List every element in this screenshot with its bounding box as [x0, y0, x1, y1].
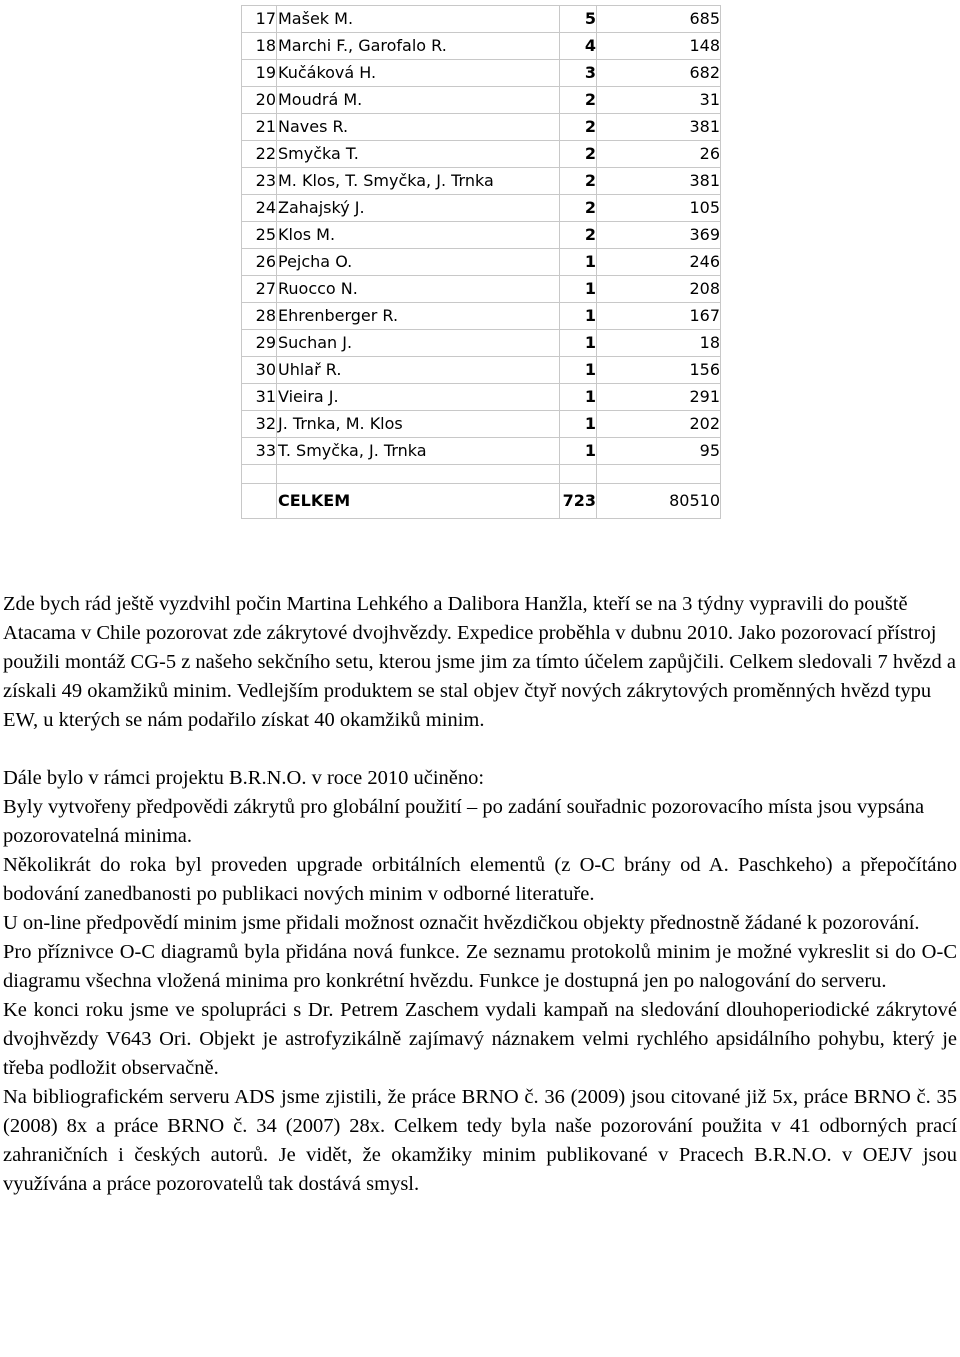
row-rank: 26 [242, 249, 277, 276]
empty-cell [242, 484, 277, 519]
paragraph-campaign: Ke konci roku jsme ve spolupráci s Dr. Petrem Zaschem vydali kampaň na sledování dlouhoperiodické zákrytové dvojhvězdy V643 Ori. Objekt je astrofyzikálně zajímavý náznakem velmi rychlého apsidálního pohybu, který je třeba podložit observačně. [3, 999, 957, 1079]
row-count: 1 [560, 330, 597, 357]
row-rank: 21 [242, 114, 277, 141]
empty-cell [597, 465, 721, 484]
row-name: Suchan J. [277, 330, 560, 357]
total-label: CELKEM [277, 484, 560, 519]
empty-cell [277, 465, 560, 484]
row-value: 148 [597, 33, 721, 60]
row-value: 18 [597, 330, 721, 357]
row-rank: 20 [242, 87, 277, 114]
row-value: 208 [597, 276, 721, 303]
row-count: 3 [560, 60, 597, 87]
table-row [242, 141, 721, 168]
row-count: 1 [560, 411, 597, 438]
row-count: 2 [560, 114, 597, 141]
row-value: 682 [597, 60, 721, 87]
row-count: 1 [560, 249, 597, 276]
table-row [242, 114, 721, 141]
paragraph-elements: Několikrát do roka byl proveden upgrade orbitálních elementů (z O-C brány od A. Paschkeho) a přepočítáno bodování zanedbanosti po publikaci nových minim v odborné literatuře. [3, 854, 957, 905]
row-count: 2 [560, 222, 597, 249]
row-rank: 29 [242, 330, 277, 357]
empty-cell [560, 465, 597, 484]
row-name: Ruocco N. [277, 276, 560, 303]
row-rank: 30 [242, 357, 277, 384]
table-total-row [242, 484, 721, 519]
table-row [242, 411, 721, 438]
row-count: 2 [560, 87, 597, 114]
row-rank: 33 [242, 438, 277, 465]
table-row [242, 60, 721, 87]
row-rank: 27 [242, 276, 277, 303]
table-row [242, 357, 721, 384]
paragraph-priority: U on-line předpovědí minim jsme přidali možnost označit hvězdičkou objekty přednostně žádané k pozorování. [3, 912, 920, 934]
row-count: 1 [560, 384, 597, 411]
row-value: 167 [597, 303, 721, 330]
total-value: 80510 [597, 484, 721, 519]
paragraph-predictions: Byly vytvořeny předpovědi zákrytů pro globální použití – po zadání souřadnic pozorovacího místa jsou vypsána pozorovatelná minima. [3, 796, 925, 847]
row-value: 369 [597, 222, 721, 249]
total-count: 723 [560, 484, 597, 519]
row-value: 156 [597, 357, 721, 384]
row-rank: 18 [242, 33, 277, 60]
row-rank: 19 [242, 60, 277, 87]
row-value: 381 [597, 114, 721, 141]
table-row [242, 303, 721, 330]
table-spacer-row [242, 465, 721, 484]
row-name: T. Smyčka, J. Trnka [277, 438, 560, 465]
row-count: 4 [560, 33, 597, 60]
paragraph-expedition: Zde bych rád ještě vyzdvihl počin Martina Lehkého a Dalibora Hanžla, kteří se na 3 týdny vypravili do pouště Atacama v Chile pozorovat zde zákrytové dvojhvězdy. Expedice proběhla v dubnu 2010. Jako pozorovací přístroj použili montáž CG-5 z našeho sekčního setu, kterou jsme jim za tímto účelem zapůjčili. Celkem sledovali 7 hvězd a získali 49 okamžiků minim. Vedlejším produktem se stal objev čtyř nových zákrytových proměnných hvězd typu EW, u kterých se nám podařilo získat 40 okamžiků minim. [3, 593, 956, 731]
row-count: 1 [560, 303, 597, 330]
row-name: Kučáková H. [277, 60, 560, 87]
paragraph-intro: Dále bylo v rámci projektu B.R.N.O. v roce 2010 učiněno: [3, 767, 485, 789]
row-count: 1 [560, 438, 597, 465]
row-rank: 17 [242, 6, 277, 33]
table-row [242, 438, 721, 465]
table-row [242, 33, 721, 60]
row-rank: 25 [242, 222, 277, 249]
row-value: 31 [597, 87, 721, 114]
row-name: Naves R. [277, 114, 560, 141]
row-name: Pejcha O. [277, 249, 560, 276]
row-value: 246 [597, 249, 721, 276]
row-name: Ehrenberger R. [277, 303, 560, 330]
paragraph-gap [3, 735, 957, 764]
row-name: M. Klos, T. Smyčka, J. Trnka [277, 168, 560, 195]
row-count: 2 [560, 195, 597, 222]
row-name: Zahajský J. [277, 195, 560, 222]
table-row [242, 330, 721, 357]
table-body [242, 6, 721, 519]
table-row [242, 249, 721, 276]
row-rank: 22 [242, 141, 277, 168]
table-row [242, 87, 721, 114]
row-name: Mašek M. [277, 6, 560, 33]
row-count: 2 [560, 141, 597, 168]
row-count: 5 [560, 6, 597, 33]
row-value: 381 [597, 168, 721, 195]
row-name: Smyčka T. [277, 141, 560, 168]
row-value: 26 [597, 141, 721, 168]
row-value: 105 [597, 195, 721, 222]
row-rank: 23 [242, 168, 277, 195]
row-value: 95 [597, 438, 721, 465]
row-count: 1 [560, 357, 597, 384]
row-value: 291 [597, 384, 721, 411]
table-row [242, 6, 721, 33]
row-name: Marchi F., Garofalo R. [277, 33, 560, 60]
table-row [242, 168, 721, 195]
row-name: Klos M. [277, 222, 560, 249]
row-value: 685 [597, 6, 721, 33]
paragraph-citations: Na bibliografickém serveru ADS jsme zjistili, že práce BRNO č. 36 (2009) jsou citované již 5x, práce BRNO č. 35 (2008) 8x a práce BRNO č. 34 (2007) 28x. Celkem tedy byla naše pozorování použita v 41 odborných prací zahraničních i českých autorů. Je vidět, že okamžiky minim publikované v Pracech B.R.N.O. v OEJV jsou využívána a práce pozorovatelů tak dostává smysl. [3, 1086, 957, 1195]
row-rank: 31 [242, 384, 277, 411]
table-row [242, 276, 721, 303]
empty-cell [242, 465, 277, 484]
row-count: 1 [560, 276, 597, 303]
row-name: Vieira J. [277, 384, 560, 411]
table-row [242, 384, 721, 411]
body-text [3, 590, 957, 1199]
row-name: Moudrá M. [277, 87, 560, 114]
table-row [242, 195, 721, 222]
table-row [242, 222, 721, 249]
row-value: 202 [597, 411, 721, 438]
row-name: Uhlař R. [277, 357, 560, 384]
row-count: 2 [560, 168, 597, 195]
observer-stats-table [241, 5, 721, 519]
paragraph-oc-diagrams: Pro příznivce O-C diagramů byla přidána nová funkce. Ze seznamu protokolů minim je možné vykreslit si do O-C diagramu všechna vložená minima pro konkrétní hvězdu. Funkce je dostupná jen po nalogování do serveru. [3, 941, 957, 992]
row-name: J. Trnka, M. Klos [277, 411, 560, 438]
row-rank: 28 [242, 303, 277, 330]
row-rank: 32 [242, 411, 277, 438]
row-rank: 24 [242, 195, 277, 222]
